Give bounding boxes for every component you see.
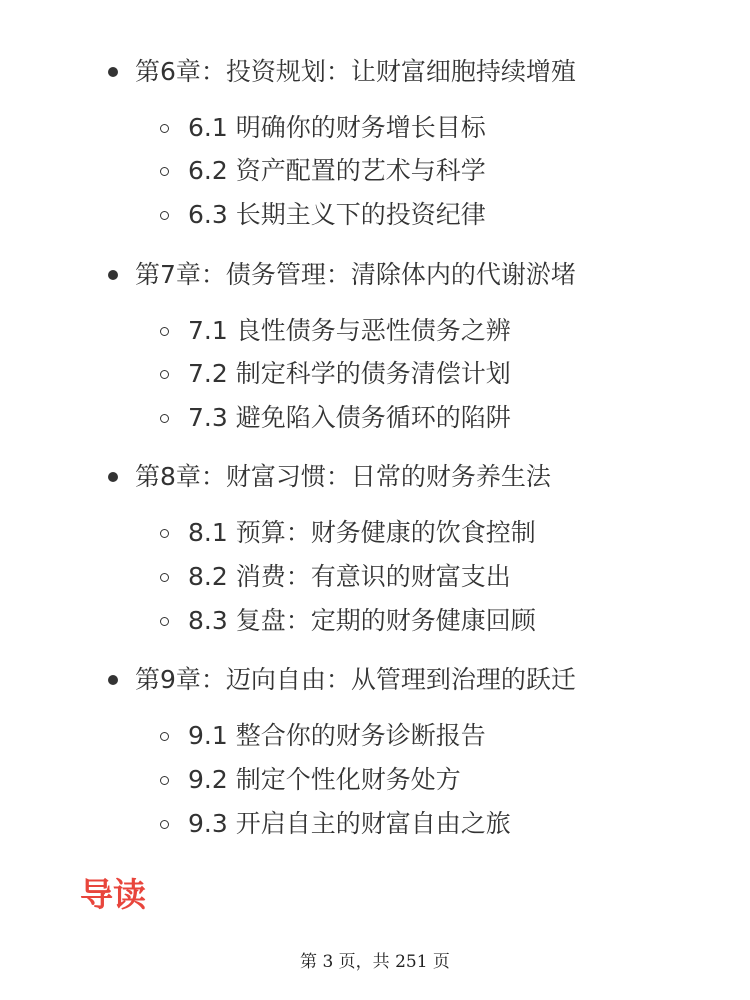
section-7-2: 7.2 制定科学的债务清偿计划: [188, 359, 511, 388]
section-8-1: 8.1 预算：财务健康的饮食控制: [188, 518, 536, 547]
section-9-1: 9.1 整合你的财务诊断报告: [188, 721, 486, 750]
page-footer: 第 3 页，共 251 页: [300, 952, 450, 972]
chapter-title-9: 第9章：迈向自由：从管理到治理的跃迁: [135, 665, 576, 694]
section-bullet: [160, 776, 169, 785]
chapter-title-7: 第7章：债务管理：清除体内的代谢淤堵: [135, 260, 576, 289]
section-bullet: [160, 529, 169, 538]
section-bullet: [160, 370, 169, 379]
section-bullet: [160, 327, 169, 336]
chapter-bullet: [108, 270, 118, 280]
chapter-bullet: [108, 675, 118, 685]
section-6-2: 6.2 资产配置的艺术与科学: [188, 156, 486, 185]
section-6-3: 6.3 长期主义下的投资纪律: [188, 200, 486, 229]
section-8-3: 8.3 复盘：定期的财务健康回顾: [188, 606, 536, 635]
section-7-3: 7.3 避免陷入债务循环的陷阱: [188, 403, 511, 432]
section-bullet: [160, 573, 169, 582]
section-bullet: [160, 732, 169, 741]
chapter-bullet: [108, 472, 118, 482]
section-8-2: 8.2 消费：有意识的财富支出: [188, 562, 511, 591]
chapter-title-6: 第6章：投资规划：让财富细胞持续增殖: [135, 57, 576, 86]
section-9-3: 9.3 开启自主的财富自由之旅: [188, 809, 511, 838]
section-bullet: [160, 414, 169, 423]
section-heading-intro: 导读: [80, 875, 146, 914]
section-6-1: 6.1 明确你的财务增长目标: [188, 113, 486, 142]
section-bullet: [160, 617, 169, 626]
chapter-title-8: 第8章：财富习惯：日常的财务养生法: [135, 462, 551, 491]
section-bullet: [160, 820, 169, 829]
section-bullet: [160, 124, 169, 133]
chapter-bullet: [108, 67, 118, 77]
section-bullet: [160, 167, 169, 176]
section-7-1: 7.1 良性债务与恶性债务之辨: [188, 316, 511, 345]
section-9-2: 9.2 制定个性化财务处方: [188, 765, 461, 794]
section-bullet: [160, 211, 169, 220]
